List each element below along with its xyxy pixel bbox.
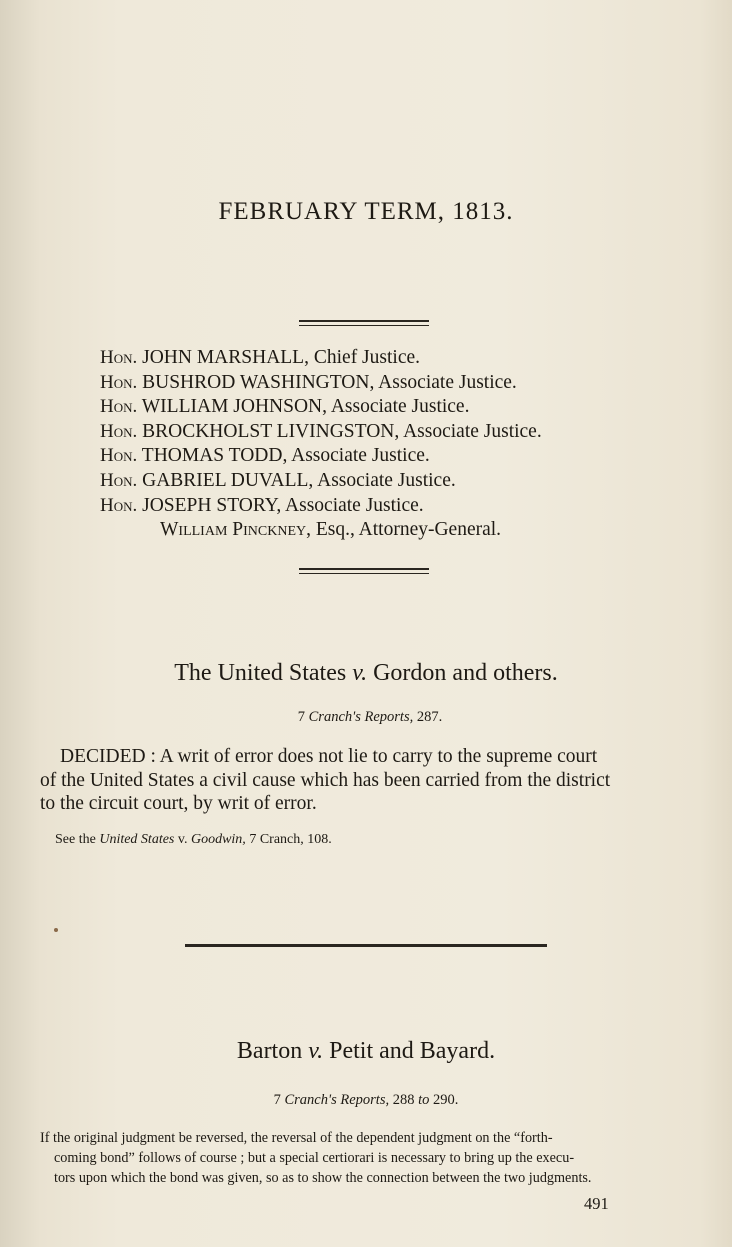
attorney-general-row: William Pinckney, Esq., Attorney-General.	[160, 519, 502, 541]
footnote-line: tors upon which the bond was given, so as to show the connection between the two judgments.	[54, 1170, 592, 1186]
case-title-barton: Barton v. Petit and Bayard.	[236, 1038, 496, 1064]
page-number: 491	[584, 1194, 609, 1213]
case-title-gordon: The United States v. Gordon and others.	[174, 660, 558, 686]
justices-list	[100, 346, 542, 543]
decided-line: of the United States a civil cause which has been carried from the district	[40, 769, 611, 791]
term-heading: FEBRUARY TERM, 1813.	[218, 198, 514, 225]
decided-line: to the circuit court, by writ of error.	[40, 793, 317, 814]
justice-row: Hon. WILLIAM JOHNSON, Associate Justice.	[100, 396, 470, 418]
footnote-paragraph	[40, 1128, 700, 1188]
justice-row: Hon. BROCKHOLST LIVINGSTON, Associate Justice.	[100, 420, 542, 442]
justice-row: Hon. THOMAS TODD, Associate Justice.	[100, 445, 430, 467]
decided-paragraph	[40, 745, 700, 816]
justice-row: Hon. JOSEPH STORY, Associate Justice.	[100, 494, 424, 516]
justice-row: Hon. JOHN MARSHALL, Chief Justice.	[100, 347, 421, 368]
double-rule-top	[299, 320, 429, 326]
footnote-line: If the original judgment be reversed, the reversal of the dependent judgment on the “forth-	[40, 1130, 553, 1146]
see-also-citation: See the United States v. Goodwin, 7 Cranch, 108.	[55, 832, 332, 847]
justice-row: Hon. GABRIEL DUVALL, Associate Justice.	[100, 469, 456, 491]
section-rule	[185, 944, 547, 947]
case-reference-barton: 7 Cranch's Reports, 288 to 290.	[273, 1092, 459, 1108]
footnote-line: coming bond” follows of course ; but a special certiorari is necessary to bring up the execu-	[54, 1150, 575, 1166]
case-reference-gordon: 7 Cranch's Reports, 287.	[297, 709, 443, 725]
decided-line: DECIDED : A writ of error does not lie to carry to the supreme court	[60, 746, 598, 767]
justice-row: Hon. BUSHROD WASHINGTON, Associate Justice.	[100, 371, 517, 393]
ink-speck	[54, 928, 58, 932]
double-rule-middle	[299, 568, 429, 574]
